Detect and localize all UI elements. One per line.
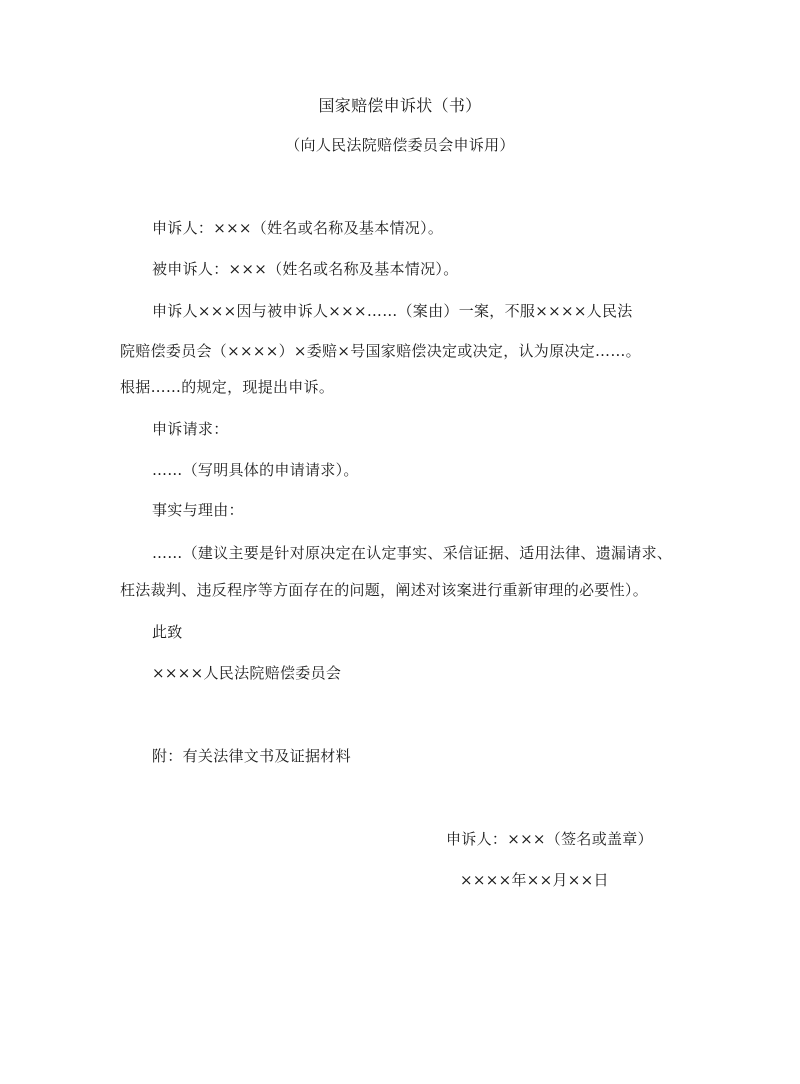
body-line-2: 院赔偿委员会（××××）×委赔×号国家赔偿决定或决定，认为原决定……。 xyxy=(120,342,641,360)
attachment-line: 附：有关法律文书及证据材料 xyxy=(152,747,351,765)
closing-line: 此致 xyxy=(152,623,183,641)
body-line-3: 根据……的规定，现提出申诉。 xyxy=(120,378,335,396)
facts-line-1: ……（建议主要是针对原决定在认定事实、采信证据、适用法律、遗漏请求、 xyxy=(152,544,673,562)
signature-line: 申诉人：×××（签名或盖章） xyxy=(446,830,653,848)
facts-heading: 事实与理由： xyxy=(152,501,244,519)
document-subtitle: （向人民法院赔偿委员会申诉用） xyxy=(285,136,515,154)
respondent-line: 被申诉人：×××（姓名或名称及基本情况）。 xyxy=(152,260,459,278)
claims-heading: 申诉请求： xyxy=(152,420,229,438)
date-line: ××××年××月××日 xyxy=(460,871,609,889)
petitioner-line: 申诉人：×××（姓名或名称及基本情况）。 xyxy=(152,219,444,237)
claims-text: ……（写明具体的申请请求）。 xyxy=(152,461,359,479)
document-title: 国家赔偿申诉状（书） xyxy=(318,96,482,115)
facts-line-2: 枉法裁判、违反程序等方面存在的问题，阐述对该案进行重新审理的必要性）。 xyxy=(120,581,649,599)
body-line-1: 申诉人×××因与被申诉人×××……（案由）一案，不服××××人民法 xyxy=(152,302,633,320)
recipient-line: ××××人民法院赔偿委员会 xyxy=(152,664,342,682)
